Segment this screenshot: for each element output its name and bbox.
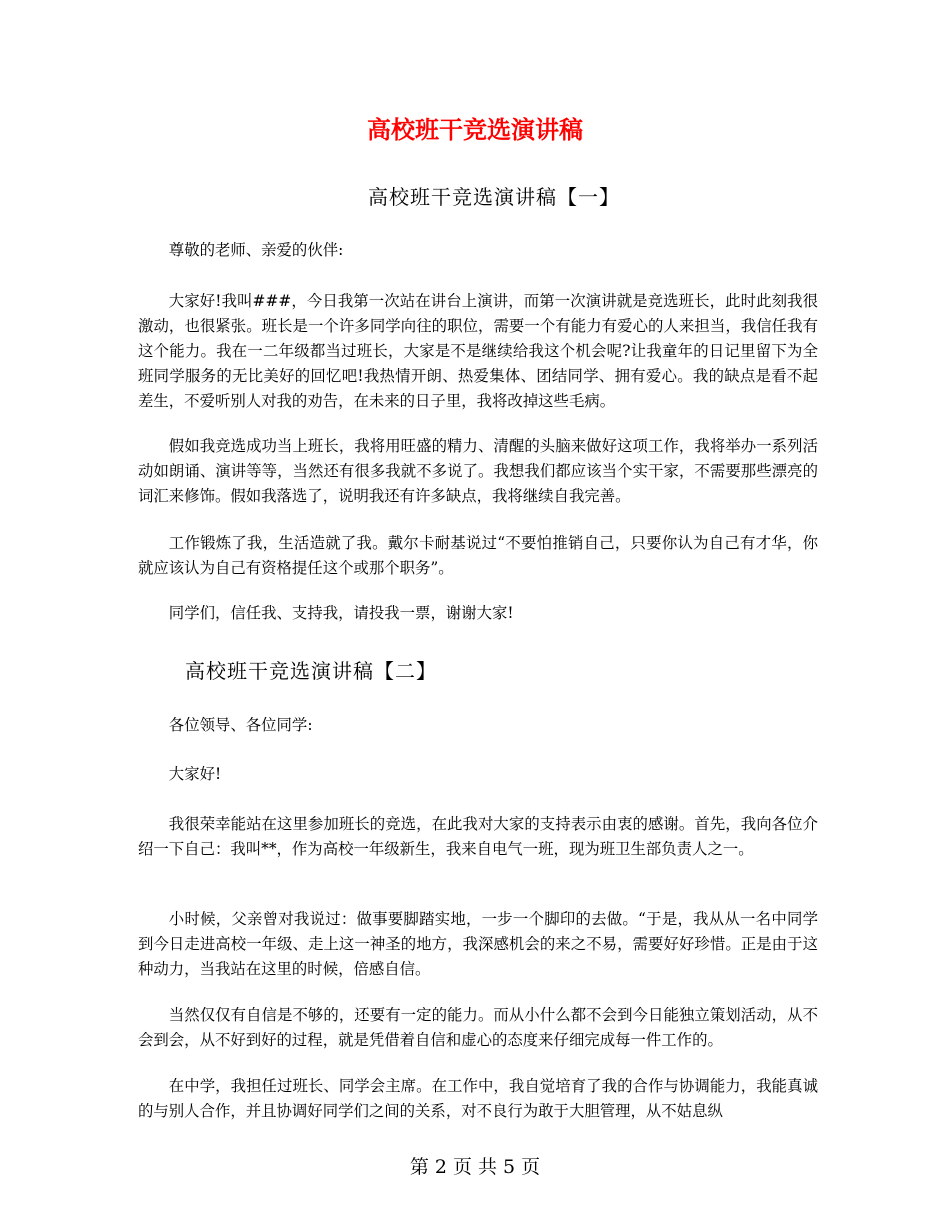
salutation-2: 各位领导、各位同学: <box>168 716 313 734</box>
paragraph-1-3: 工作锻炼了我，生活造就了我。戴尔卡耐基说过“不要怕推销自己，只要你认为自己有才华，你就应该认为自己有资格提任这个或那个职务”。 <box>138 534 818 577</box>
salutation-1: 尊敬的老师、亲爱的伙伴: <box>168 241 344 259</box>
paragraph-2-1: 我很荣幸能站在这里参加班长的竞选，在此我对大家的支持表示由衷的感谢。首先，我向各位介绍一下自己：我叫**，作为高校一年级新生，我来自电气一班，现为班卫生部负责人之一。 <box>138 815 818 858</box>
paragraph-2-3: 当然仅仅有自信是不够的，还要有一定的能力。而从小什么都不会到今日能独立策划活动，从不会到会，从不好到好的过程，就是凭借着自信和虚心的态度来仔细完成每一件工作的。 <box>138 1006 818 1049</box>
paragraph-1-1: 大家好!我叫###，今日我第一次站在讲台上演讲，而第一次演讲就是竞选班长，此时此刻我很激动，也很紧张。班长是一个许多同学向往的职位，需要一个有能力有爱心的人来担当，我信任我有这个能力。我在一二年级都当过班长，大家是不是继续给我这个机会呢?让我童年的日记里留下为全班同学服务的无比美好的回忆吧!我热情开朗、热爱集体、团结同学、拥有爱心。我的缺点是看不起差生，不爱听别人对我的劝告，在未来的日子里，我将改掉这些毛病。 <box>138 292 818 410</box>
page-footer: 第 2 页 共 5 页 <box>409 1156 541 1178</box>
paragraph-1-2: 假如我竞选成功当上班长，我将用旺盛的精力、清醒的头脑来做好这项工作，我将举办一系列活动如朗诵、演讲等等，当然还有很多我就不多说了。我想我们都应该当个实干家，不需要那些漂亮的词汇来修饰。假如我落选了，说明我还有许多缺点，我将继续自我完善。 <box>138 437 818 505</box>
greeting-2: 大家好! <box>168 765 222 783</box>
section-heading-1: 高校班干竞选演讲稿【一】 <box>368 185 620 209</box>
paragraph-2-4: 在中学，我担任过班长、同学会主席。在工作中，我自觉培育了我的合作与协调能力，我能真诚的与别人合作，并且协调好同学们之间的关系，对不良行为敢于大胆管理，从不姑息纵 <box>138 1077 818 1120</box>
document-title: 高校班干竞选演讲稿 <box>367 115 583 144</box>
section-heading-2: 高校班干竞选演讲稿【二】 <box>185 659 437 683</box>
paragraph-2-2: 小时候，父亲曾对我说过：做事要脚踏实地，一步一个脚印的去做。“于是，我从从一名中同学到今日走进高校一年级、走上这一神圣的地方，我深感机会的来之不易，需要好好珍惜。正是由于这种动力，当我站在这里的时候，倍感自信。 <box>138 910 818 978</box>
paragraph-1-4: 同学们，信任我、支持我，请投我一票，谢谢大家! <box>168 604 514 622</box>
